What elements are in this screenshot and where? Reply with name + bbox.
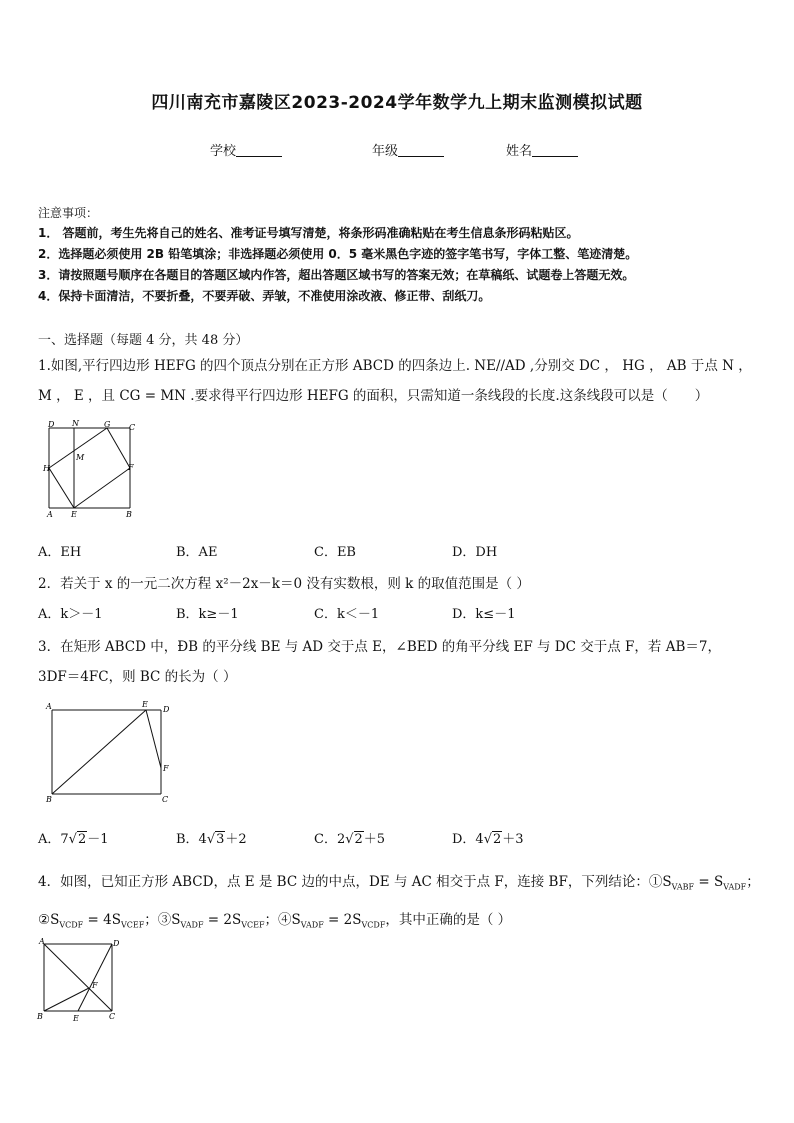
q3-figure [40,700,180,806]
note-item: 4．保持卡面清洁，不要折叠，不要弄破、弄皱，不准使用涂改液、修正带、刮纸刀。 [38,289,491,303]
school-label: 学校 [210,144,237,159]
fig3-label-b: B [46,795,52,804]
fig1-label-e: E [71,510,77,519]
fig1-label-m: M [76,453,85,462]
name-label: 姓名 [506,144,533,159]
q1-option-b: B．AE [176,545,218,560]
fig3-label-a: A [46,702,52,711]
q3-option-c: C．2√2＋5 [314,832,386,847]
fig1-label-f: F [128,463,134,472]
fig3-label-c: C [162,795,169,804]
school-field [210,140,282,159]
fig3-label-f: F [163,764,169,773]
fig4-label-a: A [39,938,45,946]
q1-option-c: C．EB [314,545,356,560]
note-item: 1． 答题前，考生先将自己的姓名、准考证号填写清楚，将条形码准确粘贴在考生信息条形码粘贴区。 [38,226,579,240]
fig4-label-e: E [73,1014,79,1023]
fig4-label-b: B [37,1012,43,1021]
page-title: 四川南充市嘉陵区2023-2024学年数学九上期末监测模拟试题 [151,93,643,113]
grade-label: 年级 [372,144,399,159]
q4-figure [36,938,126,1024]
fig3-label-d: D [163,705,170,714]
note-item: 2．选择题必须使用 2B 铅笔填涂；非选择题必须使用 0．5 毫米黑色字迹的签字笔书写，字体工整、笔迹清楚。 [38,247,638,261]
q2-option-c: C．k＜－1 [314,607,380,622]
q2-text: 2．若关于 x 的一元二次方程 x²－2x－k＝0 没有实数根，则 k 的取值范围是（ ） [38,576,530,592]
note-item: 3．请按照题号顺序在各题目的答题区域内作答，超出答题区域书写的答案无效；在草稿纸、试题卷上答题无效。 [38,268,635,282]
fig4-label-f: F [92,981,98,990]
q3-option-b: B．4√3＋2 [176,832,247,847]
fig1-label-a: A [47,510,53,519]
q4-text-line2: $②S_{VCDF} = 4S_{VCEF}$；$③S_{VADF} = 2S_{VCEF}$；$④S_{VADF} = 2S_{VCDF}$，其中正确的是（ ） [38,912,512,930]
fig1-label-b: B [126,510,132,519]
name-field [506,140,578,159]
fig1-label-h: H [43,464,50,473]
q2-option-b: B．k≥－1 [176,607,239,622]
q1-option-d: D．DH [452,545,498,560]
q2-option-d: D．k≤－1 [452,607,516,622]
q1-text-line2: M ， E ，且 CG = MN .要求得平行四边形 HEFG 的面积，只需知道一条线段的长度.这条线段可以是（ ） [38,388,709,404]
fig4-label-c: C [109,1012,116,1021]
name-blank [532,144,578,157]
grade-blank [398,144,444,157]
q1-text-line1: 1.如图,平行四边形 HEFG 的四个顶点分别在正方形 ABCD 的四条边上. NE//AD ,分别交 DC ， HG ， AB 于点 N ， [38,358,752,374]
q3-text-line1: 3．在矩形 ABCD 中，ÐB 的平分线 BE 与 AD 交于点 E，∠BED 的角平分线 EF 与 DC 交于点 F，若 AB＝7， [38,639,721,655]
q3-option-d: D．4√2＋3 [452,832,524,847]
q1-figure [40,418,140,522]
fig1-label-n: N [72,419,79,428]
notes-heading: 注意事项： [38,206,99,220]
fig1-label-c: C [129,423,136,432]
school-blank [236,144,282,157]
grade-field [372,140,444,159]
q3-text-line2: 3DF＝4FC，则 BC 的长为（ ） [38,669,237,685]
fig3-label-e: E [142,700,148,709]
q3-option-a: A．7√2－1 [38,832,109,847]
fig1-label-g: G [104,420,111,429]
q2-option-a: A．k＞－1 [38,607,103,622]
q4-text-line1: 4．如图，已知正方形 ABCD，点 E 是 BC 边的中点，DE 与 AC 相交于点 F，连接 BF，下列结论：$①S_{VABF} = S_{VADF}$； [38,874,760,892]
fig1-label-d: D [48,420,55,429]
fig4-label-d: D [113,939,120,948]
q1-option-a: A．EH [38,545,82,560]
section-heading: 一、选择题（每题 4 分，共 48 分） [38,333,249,348]
